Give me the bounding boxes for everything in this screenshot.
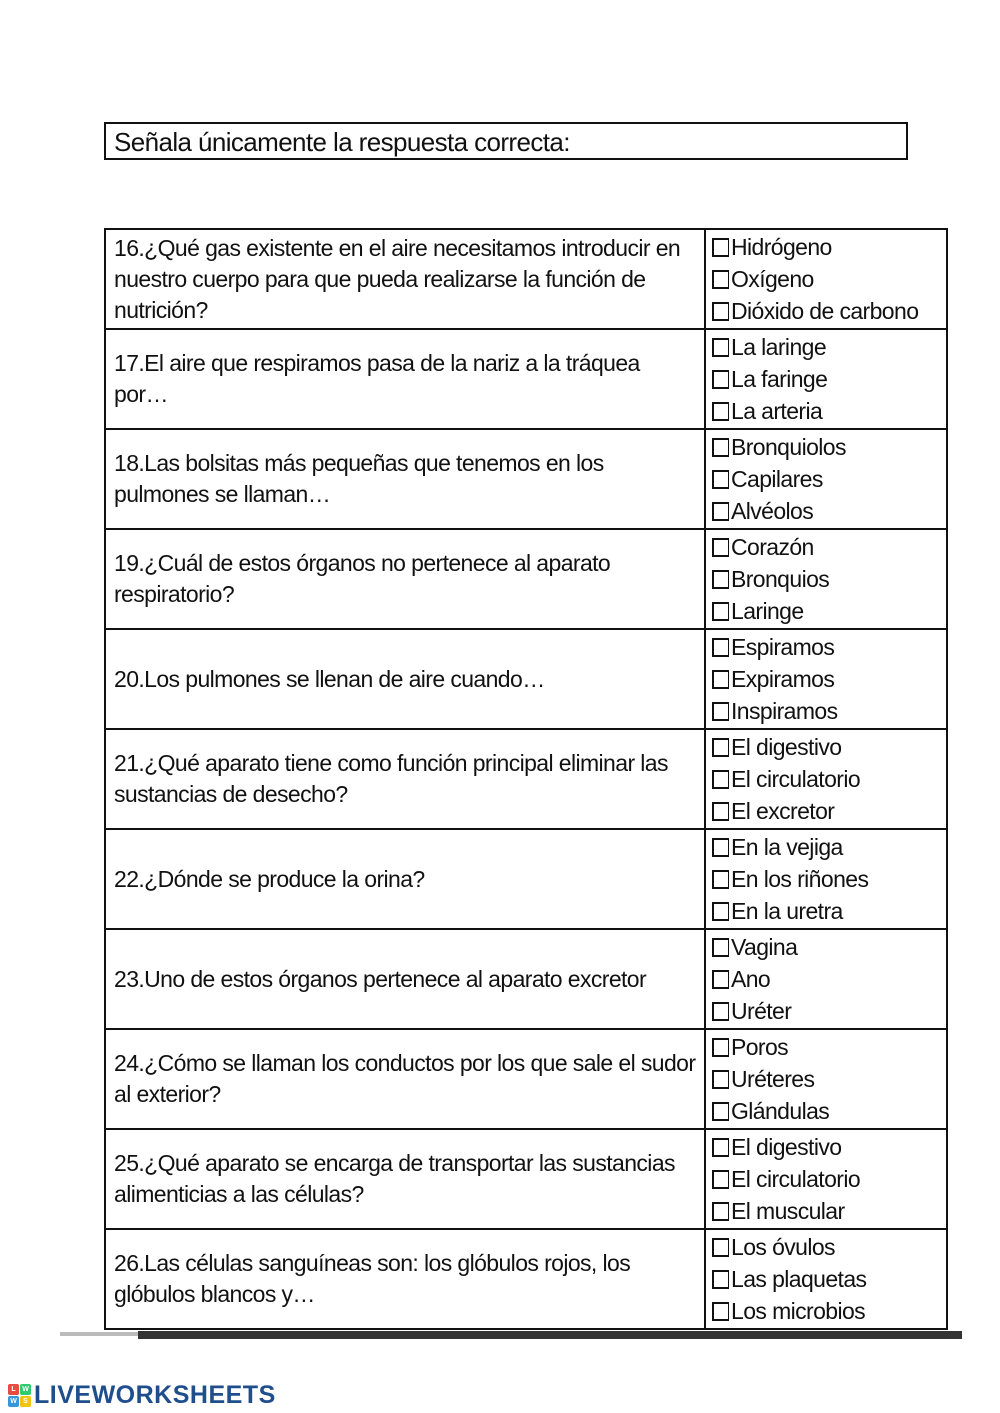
question-text: 19.¿Cuál de estos órganos no pertenece al aparato respiratorio?	[105, 529, 705, 629]
option-label: Los óvulos	[731, 1233, 835, 1260]
answer-option[interactable]	[706, 863, 946, 895]
question-row	[105, 1129, 947, 1229]
logo-tile: L	[8, 1384, 19, 1395]
answer-option[interactable]	[706, 295, 946, 327]
option-label: En la uretra	[731, 897, 843, 924]
answer-option[interactable]	[706, 1031, 946, 1063]
brand-name: LIVEWORKSHEETS	[34, 1380, 276, 1409]
checkbox-icon[interactable]	[712, 802, 729, 821]
option-label: El circulatorio	[731, 1165, 861, 1192]
answer-option[interactable]	[706, 531, 946, 563]
option-label: En la vejiga	[731, 833, 843, 860]
answer-option[interactable]	[706, 963, 946, 995]
question-row	[105, 1229, 947, 1329]
checkbox-icon[interactable]	[712, 638, 729, 657]
option-label: Ano	[731, 965, 771, 992]
answer-option[interactable]	[706, 331, 946, 363]
checkbox-icon[interactable]	[712, 302, 729, 321]
logo-tile: W	[20, 1384, 31, 1395]
footer-divider	[138, 1331, 962, 1339]
answer-option[interactable]	[706, 1195, 946, 1227]
checkbox-icon[interactable]	[712, 238, 729, 257]
answer-option[interactable]	[706, 931, 946, 963]
option-label: Vagina	[731, 933, 798, 960]
quiz-table	[104, 228, 948, 1330]
question-row	[105, 229, 947, 329]
options-list	[706, 630, 946, 728]
options-cell	[705, 529, 947, 629]
option-label: Uréter	[731, 997, 792, 1024]
checkbox-icon[interactable]	[712, 270, 729, 289]
question-text: 26.Las células sanguíneas son: los glóbulos rojos, los glóbulos blancos y…	[105, 1229, 705, 1329]
footer-divider-light	[60, 1332, 140, 1336]
answer-option[interactable]	[706, 731, 946, 763]
liveworksheets-logo-icon	[8, 1384, 31, 1407]
option-label: Poros	[731, 1033, 789, 1060]
question-row	[105, 829, 947, 929]
option-label: El digestivo	[731, 733, 842, 760]
answer-option[interactable]	[706, 363, 946, 395]
answer-option[interactable]	[706, 1163, 946, 1195]
answer-option[interactable]	[706, 431, 946, 463]
checkbox-icon[interactable]	[712, 1038, 729, 1057]
answer-option[interactable]	[706, 1095, 946, 1127]
checkbox-icon[interactable]	[712, 502, 729, 521]
answer-option[interactable]	[706, 1063, 946, 1095]
option-label: Capilares	[731, 465, 823, 492]
answer-option[interactable]	[706, 1295, 946, 1327]
checkbox-icon[interactable]	[712, 1070, 729, 1089]
question-text: 20.Los pulmones se llenan de aire cuando…	[105, 629, 705, 729]
option-label: La laringe	[731, 333, 827, 360]
question-text: 18.Las bolsitas más pequeñas que tenemos en los pulmones se llaman…	[105, 429, 705, 529]
answer-option[interactable]	[706, 595, 946, 627]
logo-tile: S	[20, 1396, 31, 1407]
checkbox-icon[interactable]	[712, 438, 729, 457]
options-list	[706, 830, 946, 928]
checkbox-icon[interactable]	[712, 902, 729, 921]
option-label: En los riñones	[731, 865, 869, 892]
options-cell	[705, 1229, 947, 1329]
answer-option[interactable]	[706, 231, 946, 263]
question-row	[105, 529, 947, 629]
answer-option[interactable]	[706, 895, 946, 927]
answer-option[interactable]	[706, 463, 946, 495]
option-label: Laringe	[731, 597, 804, 624]
answer-option[interactable]	[706, 763, 946, 795]
option-label: La arteria	[731, 397, 823, 424]
option-label: Corazón	[731, 533, 814, 560]
options-list	[706, 530, 946, 628]
checkbox-icon[interactable]	[712, 838, 729, 857]
checkbox-icon[interactable]	[712, 1238, 729, 1257]
options-cell	[705, 1129, 947, 1229]
option-label: Espiramos	[731, 633, 835, 660]
question-row	[105, 729, 947, 829]
question-text: 22.¿Dónde se produce la orina?	[105, 829, 705, 929]
checkbox-icon[interactable]	[712, 1302, 729, 1321]
option-label: El muscular	[731, 1197, 845, 1224]
checkbox-icon[interactable]	[712, 602, 729, 621]
options-cell	[705, 829, 947, 929]
options-list	[706, 930, 946, 1028]
option-label: Expiramos	[731, 665, 835, 692]
checkbox-icon[interactable]	[712, 338, 729, 357]
option-label: Glándulas	[731, 1097, 830, 1124]
options-cell	[705, 629, 947, 729]
answer-option[interactable]	[706, 795, 946, 827]
options-list	[706, 1130, 946, 1228]
option-label: Hidrógeno	[731, 233, 832, 260]
option-label: La faringe	[731, 365, 828, 392]
answer-option[interactable]	[706, 663, 946, 695]
answer-option[interactable]	[706, 1231, 946, 1263]
checkbox-icon[interactable]	[712, 970, 729, 989]
checkbox-icon[interactable]	[712, 1102, 729, 1121]
answer-option[interactable]	[706, 695, 946, 727]
answer-option[interactable]	[706, 495, 946, 527]
options-cell	[705, 329, 947, 429]
answer-option[interactable]	[706, 831, 946, 863]
question-text: 21.¿Qué aparato tiene como función principal eliminar las sustancias de desecho?	[105, 729, 705, 829]
checkbox-icon[interactable]	[712, 402, 729, 421]
checkbox-icon[interactable]	[712, 1002, 729, 1021]
checkbox-icon[interactable]	[712, 370, 729, 389]
options-cell	[705, 729, 947, 829]
options-cell	[705, 229, 947, 329]
option-label: Bronquiolos	[731, 433, 846, 460]
checkbox-icon[interactable]	[712, 1270, 729, 1289]
question-text: 16.¿Qué gas existente en el aire necesitamos introducir en nuestro cuerpo para que pueda realizarse la función de nutrición?	[105, 229, 705, 329]
option-label: Oxígeno	[731, 265, 814, 292]
answer-option[interactable]	[706, 563, 946, 595]
question-row	[105, 629, 947, 729]
checkbox-icon[interactable]	[712, 570, 729, 589]
options-list	[706, 1230, 946, 1328]
question-text: 25.¿Qué aparato se encarga de transportar las sustancias alimenticias a las células?	[105, 1129, 705, 1229]
question-row	[105, 429, 947, 529]
options-list	[706, 1030, 946, 1128]
options-cell	[705, 929, 947, 1029]
checkbox-icon[interactable]	[712, 1138, 729, 1157]
checkbox-icon[interactable]	[712, 538, 729, 557]
checkbox-icon[interactable]	[712, 1170, 729, 1189]
option-label: El excretor	[731, 797, 835, 824]
answer-option[interactable]	[706, 1131, 946, 1163]
quiz-body	[105, 229, 947, 1329]
answer-option[interactable]	[706, 395, 946, 427]
logo-tile: W	[8, 1396, 19, 1407]
option-label: Los microbios	[731, 1297, 866, 1324]
checkbox-icon[interactable]	[712, 938, 729, 957]
options-cell	[705, 429, 947, 529]
checkbox-icon[interactable]	[712, 738, 729, 757]
answer-option[interactable]	[706, 263, 946, 295]
option-label: Uréteres	[731, 1065, 815, 1092]
option-label: Dióxido de carbono	[731, 297, 919, 324]
checkbox-icon[interactable]	[712, 470, 729, 489]
instruction-box: Señala únicamente la respuesta correcta:	[104, 122, 908, 160]
options-cell	[705, 1029, 947, 1129]
answer-option[interactable]	[706, 1263, 946, 1295]
option-label: Las plaquetas	[731, 1265, 867, 1292]
option-label: Inspiramos	[731, 697, 838, 724]
option-label: El digestivo	[731, 1133, 842, 1160]
question-text: 23.Uno de estos órganos pertenece al aparato excretor	[105, 929, 705, 1029]
question-row	[105, 929, 947, 1029]
options-list	[706, 330, 946, 428]
checkbox-icon[interactable]	[712, 770, 729, 789]
option-label: Bronquios	[731, 565, 830, 592]
checkbox-icon[interactable]	[712, 870, 729, 889]
checkbox-icon[interactable]	[712, 702, 729, 721]
question-text: 17.El aire que respiramos pasa de la nariz a la tráquea por…	[105, 329, 705, 429]
options-list	[706, 430, 946, 528]
answer-option[interactable]	[706, 631, 946, 663]
option-label: El circulatorio	[731, 765, 861, 792]
question-row	[105, 1029, 947, 1129]
brand-footer	[8, 1380, 276, 1410]
options-list	[706, 230, 946, 328]
question-row	[105, 329, 947, 429]
checkbox-icon[interactable]	[712, 670, 729, 689]
question-text: 24.¿Cómo se llaman los conductos por los que sale el sudor al exterior?	[105, 1029, 705, 1129]
options-list	[706, 730, 946, 828]
answer-option[interactable]	[706, 995, 946, 1027]
option-label: Alvéolos	[731, 497, 814, 524]
checkbox-icon[interactable]	[712, 1202, 729, 1221]
